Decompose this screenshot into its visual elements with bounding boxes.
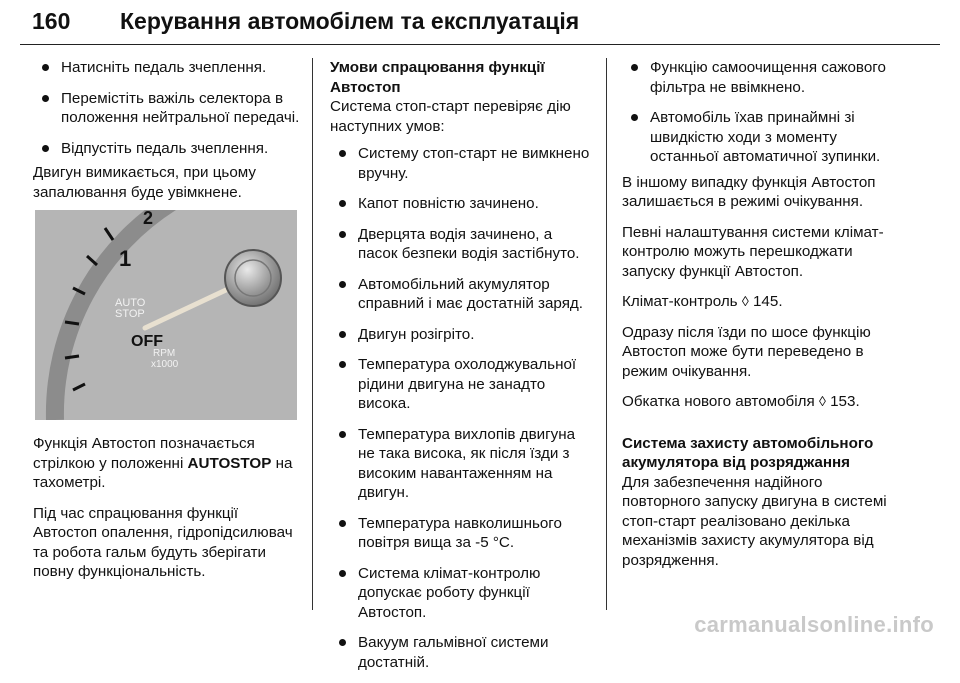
paragraph: Двигун вимикається, при цьому запалювання буде увімкнене. <box>33 164 256 201</box>
list-item: Капот повністю зачинено. <box>330 194 592 214</box>
list-item: Температура охолоджувальної рідини двигуна не занадто висока. <box>330 355 592 414</box>
bullet-list <box>33 58 305 158</box>
list-item: Функцію самоочищення сажового фільтра не ввімкнено. <box>622 58 892 97</box>
off-label: OFF <box>131 333 163 350</box>
autostop-term: AUTOSTOP <box>187 454 272 472</box>
bullet-list <box>330 144 592 672</box>
column-divider <box>606 58 607 610</box>
list-item: Вакуум гальмівної системи достатній. <box>330 633 592 672</box>
list-item: Дверцята водія зачинено, а пасок безпеки водія застібнуто. <box>330 225 592 264</box>
list-item: Перемістіть важіль селектора в положення нейтральної передачі. <box>33 89 305 128</box>
rpm-label: RPM <box>153 348 176 359</box>
list-item: Автомобільний акумулятор справний і має достатній заряд. <box>330 275 592 314</box>
section-heading: Умови спрацювання функції Автостоп <box>330 59 545 96</box>
autostop-label-stop: STOP <box>115 308 145 320</box>
cross-reference: Клімат-контроль ◊ 145. <box>622 293 783 310</box>
page-ref-arrow-icon: ◊ <box>818 393 826 409</box>
paragraph: Під час спрацювання функції Автостоп опалення, гідропідсилювач та робота гальм будуть зберігати повну функціональність. <box>33 504 293 580</box>
bullet-list <box>622 58 892 167</box>
paragraph: Для забезпечення надійного повторного запуску двигуна в системі стоп-старт реалізовано декілька механізмів захисту акумулятора від розрядження. <box>622 473 887 569</box>
paragraph: Одразу після їзди по шосе функцію Автостоп може бути переведено в режим очікування. <box>622 323 871 380</box>
paragraph: В іншому випадку функція Автостоп залишається в режимі очікування. <box>622 173 876 210</box>
list-item: Система клімат-контролю допускає роботу функції Автостоп. <box>330 564 592 623</box>
page-ref[interactable]: 153. <box>830 393 860 410</box>
paragraph: Функція Автостоп позначається стрілкою у положенні AUTOSTOP на тахометрі. <box>33 435 293 491</box>
list-item: Двигун розігріто. <box>330 325 592 345</box>
column-divider <box>312 58 313 610</box>
list-item: Відпустіть педаль зчеплення. <box>33 139 305 159</box>
tick-label-1: 1 <box>119 246 132 271</box>
tick-label-2: 2 <box>143 210 154 228</box>
tachometer-illustration <box>35 210 297 420</box>
section-heading: Система захисту автомобільного акумулятора від розряджання <box>622 434 874 471</box>
list-item: Температура навколишнього повітря вища за -5 °C. <box>330 514 592 553</box>
column-3 <box>622 58 892 581</box>
page-number: 160 <box>32 8 71 34</box>
rpm-multiplier-label: x1000 <box>151 359 179 370</box>
column-1 <box>33 58 305 593</box>
watermark: carmanualsonline.info <box>694 612 934 637</box>
cross-reference: Обкатка нового автомобіля ◊ 153. <box>622 393 860 410</box>
tachometer-figure <box>35 210 297 420</box>
list-item: Систему стоп-старт не вимкнено вручну. <box>330 144 592 183</box>
page-ref-arrow-icon: ◊ <box>741 293 749 309</box>
page-ref[interactable]: 145. <box>752 293 783 310</box>
column-2 <box>330 58 592 683</box>
list-item: Автомобіль їхав принаймні зі швидкістю ходи з моменту останньої автоматичної зупинки. <box>622 108 892 167</box>
list-item: Температура вихлопів двигуна не така висока, як після їзди з високим навантаженням на двигун. <box>330 425 592 503</box>
autostop-label-auto: AUTO <box>115 297 146 309</box>
needle-hub <box>225 250 281 306</box>
paragraph: Система стоп-старт перевіряє дію наступних умов: <box>330 98 571 135</box>
page-header <box>20 6 940 45</box>
paragraph: Певні налаштування системи клімат-контролю можуть перешкоджати запуску функції Автостоп. <box>622 223 884 280</box>
list-item: Натисніть педаль зчеплення. <box>33 58 305 78</box>
page-title: Керування автомобілем та експлуатація <box>120 8 580 34</box>
